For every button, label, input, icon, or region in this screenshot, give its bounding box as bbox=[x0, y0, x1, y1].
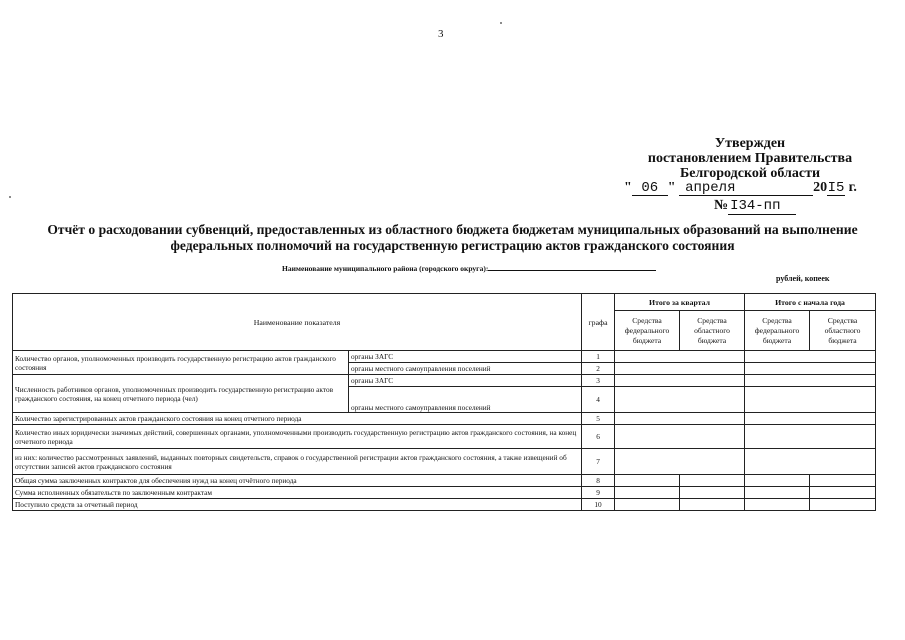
header-name: Наименование показателя bbox=[13, 294, 582, 351]
table-row bbox=[13, 351, 876, 363]
table-header-row bbox=[13, 294, 876, 311]
row-number: 9 bbox=[582, 487, 615, 499]
row-number: 7 bbox=[582, 449, 615, 475]
row-name: Сумма исполненных обязательств по заключенным контрактам bbox=[13, 487, 582, 499]
table-row bbox=[13, 449, 876, 475]
cell-year[interactable] bbox=[745, 375, 876, 387]
cell-year-obl[interactable] bbox=[810, 499, 876, 511]
row-number: 5 bbox=[582, 413, 615, 425]
subheader-year-obl: Средства областного бюджета bbox=[810, 311, 876, 351]
number-value: I34-пп bbox=[728, 198, 796, 215]
row-name: Количество органов, уполномоченных производить государственную регистрацию актов гражданского состояния bbox=[13, 351, 349, 375]
cell-year[interactable] bbox=[745, 449, 876, 475]
cell-year[interactable] bbox=[745, 413, 876, 425]
subheader-year-fed: Средства федерального бюджета bbox=[745, 311, 810, 351]
report-title: Отчёт о расходовании субвенций, предоставленных из областного бюджета бюджетам муниципальных образований на выполнение федеральных полномочий на государственную регистрацию актов гражданского состояния bbox=[47, 222, 858, 253]
scan-speck bbox=[9, 196, 11, 198]
page-number: 3 bbox=[438, 28, 444, 40]
table-row bbox=[13, 487, 876, 499]
cell-year[interactable] bbox=[745, 425, 876, 449]
cell-quarter-obl[interactable] bbox=[680, 475, 745, 487]
cell-quarter-fed[interactable] bbox=[615, 499, 680, 511]
row-subname: органы ЗАГС bbox=[349, 375, 582, 387]
cell-year-fed[interactable] bbox=[745, 487, 810, 499]
table-row bbox=[13, 425, 876, 449]
row-number: 6 bbox=[582, 425, 615, 449]
table-row bbox=[13, 475, 876, 487]
row-name: Количество зарегистрированных актов гражданского состояния на конец отчетного периода bbox=[13, 413, 582, 425]
approval-stamp bbox=[610, 136, 890, 181]
cell-quarter[interactable] bbox=[615, 387, 745, 413]
approval-line-3: Белгородской области bbox=[679, 166, 821, 181]
scan-speck bbox=[500, 22, 502, 24]
cell-year[interactable] bbox=[745, 351, 876, 363]
approval-day: 06 bbox=[632, 181, 668, 196]
approval-line-1: Утвержден bbox=[714, 136, 786, 151]
row-subname: органы ЗАГС bbox=[349, 351, 582, 363]
subheader-quarter-fed: Средства федерального бюджета bbox=[615, 311, 680, 351]
approval-year-suffix: I5 bbox=[827, 180, 845, 196]
number-sign: № bbox=[714, 198, 729, 213]
table-row bbox=[13, 413, 876, 425]
table-row bbox=[13, 499, 876, 511]
row-number: 3 bbox=[582, 375, 615, 387]
approval-year-prefix: 20 bbox=[813, 180, 828, 195]
approval-year-label: г. bbox=[848, 180, 857, 195]
approval-date: " 06 " апреля 20I5 г. bbox=[624, 180, 857, 196]
district-line: Наименование муниципального района (городского округа): bbox=[282, 263, 656, 273]
row-number: 10 bbox=[582, 499, 615, 511]
approval-number bbox=[714, 198, 796, 215]
cell-year-obl[interactable] bbox=[810, 475, 876, 487]
row-number: 4 bbox=[582, 387, 615, 413]
cell-quarter[interactable] bbox=[615, 375, 745, 387]
report-table bbox=[12, 293, 876, 511]
row-number: 2 bbox=[582, 363, 615, 375]
units-label: рублей, копеек bbox=[776, 274, 830, 283]
cell-quarter[interactable] bbox=[615, 351, 745, 363]
header-grafa: графа bbox=[582, 294, 615, 351]
cell-quarter[interactable] bbox=[615, 413, 745, 425]
row-name: Количество иных юридически значимых действий, совершенных органами, уполномоченными производить государственную регистрацию актов гражданского состояния, на конец отчетного периода bbox=[13, 425, 582, 449]
approval-line-2: постановлением Правительства bbox=[647, 151, 853, 166]
row-name: Поступило средств за отчетный период bbox=[13, 499, 582, 511]
cell-quarter-obl[interactable] bbox=[680, 487, 745, 499]
table-row bbox=[13, 375, 876, 387]
cell-quarter[interactable] bbox=[615, 449, 745, 475]
cell-year[interactable] bbox=[745, 363, 876, 375]
subheader-quarter-obl: Средства областного бюджета bbox=[680, 311, 745, 351]
cell-quarter-fed[interactable] bbox=[615, 487, 680, 499]
cell-quarter-obl[interactable] bbox=[680, 499, 745, 511]
row-number: 1 bbox=[582, 351, 615, 363]
district-label: Наименование муниципального района (городского округа) bbox=[282, 264, 486, 273]
header-year: Итого с начала года bbox=[745, 294, 876, 311]
row-name: Численность работников органов, уполномоченных производить государственную регистрацию актов гражданского состояния, на конец отчетного периода (чел) bbox=[13, 375, 349, 413]
row-subname: органы местного самоуправления поселений bbox=[349, 387, 582, 413]
district-fill-line[interactable] bbox=[488, 263, 656, 271]
cell-quarter-fed[interactable] bbox=[615, 475, 680, 487]
cell-year-fed[interactable] bbox=[745, 499, 810, 511]
row-number: 8 bbox=[582, 475, 615, 487]
row-subname: органы местного самоуправления поселений bbox=[349, 363, 582, 375]
cell-year[interactable] bbox=[745, 387, 876, 413]
approval-month: апреля bbox=[679, 181, 813, 196]
cell-year-fed[interactable] bbox=[745, 475, 810, 487]
cell-quarter[interactable] bbox=[615, 425, 745, 449]
cell-quarter[interactable] bbox=[615, 363, 745, 375]
row-name: Общая сумма заключенных контрактов для обеспечения нужд на конец отчётного периода bbox=[13, 475, 582, 487]
row-name: из них: количество рассмотренных заявлений, выданных повторных свидетельств, справок о государственной регистрации актов гражданского состояния, а также извещений об отсутствии записей актов гражданского состояния bbox=[13, 449, 582, 475]
header-quarter: Итого за квартал bbox=[615, 294, 745, 311]
cell-year-obl[interactable] bbox=[810, 487, 876, 499]
